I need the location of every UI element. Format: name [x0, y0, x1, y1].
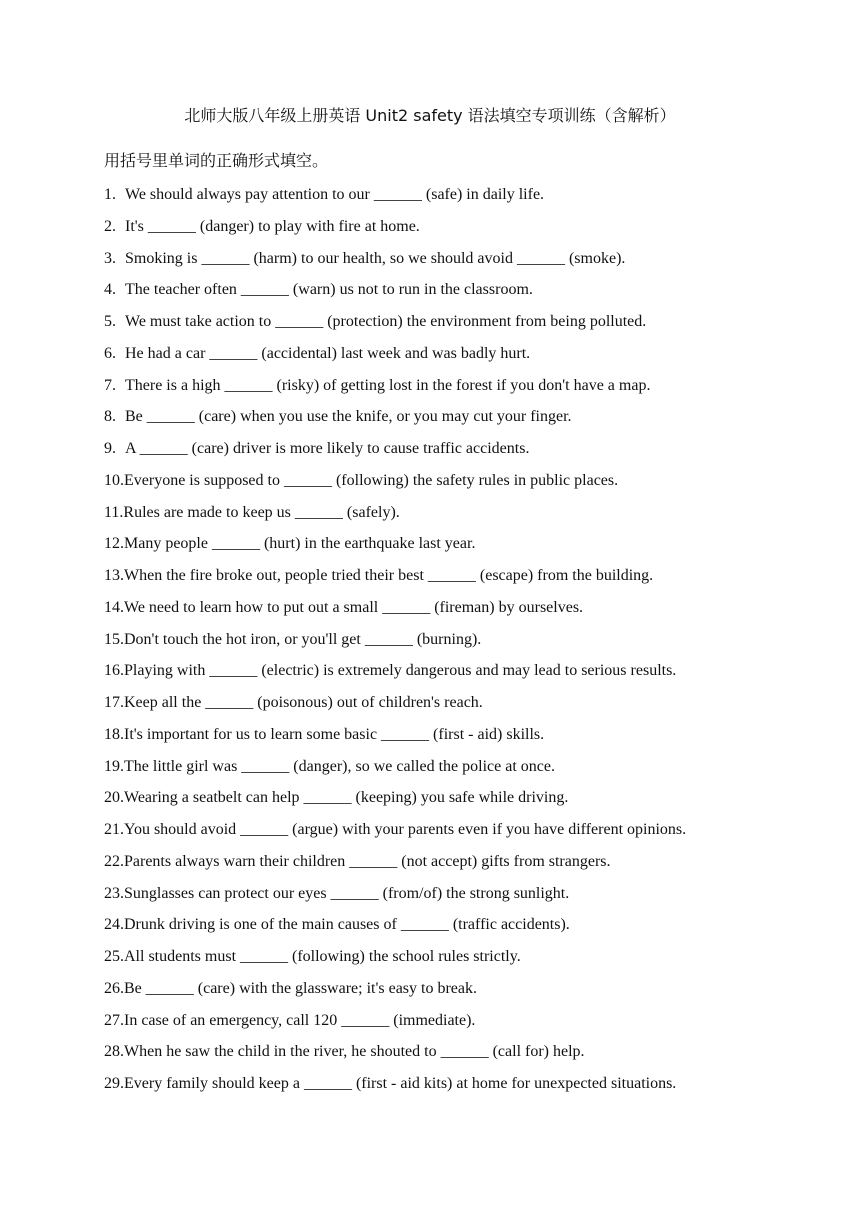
question-text: He had a car ______ (accidental) last week and was badly hurt.: [125, 344, 531, 362]
question-number: 12.: [104, 535, 124, 553]
question-number: 26.: [104, 979, 124, 997]
question-text: When the fire broke out, people tried their best ______ (escape) from the building.: [124, 567, 654, 584]
question-text: The teacher often ______ (warn) us not to run in the classroom.: [125, 281, 533, 299]
question-number: 25.: [104, 948, 124, 965]
question-item: [104, 723, 804, 755]
question-text: Keep all the ______ (poisonous) out of children's reach.: [124, 694, 483, 711]
question-number: 22.: [104, 852, 124, 870]
question-list: [104, 183, 804, 1104]
question-item: [104, 1072, 804, 1104]
question-number: 3.: [104, 249, 116, 267]
question-item: [104, 469, 804, 501]
question-number: 29.: [104, 1075, 124, 1092]
question-number: 20.: [104, 789, 124, 807]
question-item: [104, 183, 804, 215]
question-text: Wearing a seatbelt can help ______ (keeping) you safe while driving.: [124, 789, 569, 807]
question-text: Drunk driving is one of the main causes of ______ (traffic accidents).: [124, 916, 570, 934]
question-text: We need to learn how to put out a small ______ (fireman) by ourselves.: [124, 598, 584, 616]
question-text: In case of an emergency, call 120 ______ (immediate).: [124, 1011, 476, 1029]
question-text: Everyone is supposed to ______ (following) the safety rules in public places.: [124, 471, 619, 489]
question-number: 7.: [104, 376, 116, 394]
question-text: It's important for us to learn some basic ______ (first - aid) skills.: [124, 725, 545, 743]
question-text: We must take action to ______ (protection) the environment from being polluted.: [125, 313, 647, 330]
question-item: [104, 532, 804, 564]
question-text: A ______ (care) driver is more likely to cause traffic accidents.: [125, 440, 530, 457]
question-number: 9.: [104, 440, 116, 457]
question-number: 28.: [104, 1043, 124, 1061]
question-text: Parents always warn their children ______ (not accept) gifts from strangers.: [124, 852, 611, 870]
question-text: Sunglasses can protect our eyes ______ (from/of) the strong sunlight.: [124, 884, 570, 902]
question-number: 21.: [104, 821, 124, 838]
question-text: Rules are made to keep us ______ (safely).: [123, 503, 400, 521]
question-number: 18.: [104, 725, 124, 743]
question-item: [104, 786, 804, 818]
question-item: [104, 882, 804, 914]
question-text: Be ______ (care) with the glassware; it's easy to break.: [124, 979, 477, 997]
question-number: 24.: [104, 916, 124, 934]
question-item: [104, 1009, 804, 1041]
question-number: 1.: [104, 186, 116, 203]
question-item: [104, 564, 804, 596]
question-text: Don't touch the hot iron, or you'll get ______ (burning).: [124, 630, 482, 648]
question-number: 27.: [104, 1011, 124, 1029]
question-text: Many people ______ (hurt) in the earthquake last year.: [124, 535, 476, 553]
question-number: 8.: [104, 408, 116, 426]
instruction-heading: 用括号里单词的正确形式填空。: [104, 151, 329, 170]
question-text: All students must ______ (following) the school rules strictly.: [124, 948, 521, 965]
question-text: There is a high ______ (risky) of getting lost in the forest if you don't have a map.: [125, 376, 651, 394]
question-item: [104, 913, 804, 945]
question-item: [104, 1040, 804, 1072]
question-item: [104, 691, 804, 723]
document-title: 北师大版八年级上册英语 Unit2 safety 语法填空专项训练（含解析）: [184, 106, 676, 125]
question-number: 10.: [104, 471, 124, 489]
question-number: 16.: [104, 662, 124, 680]
question-text: When he saw the child in the river, he shouted to ______ (call for) help.: [124, 1043, 585, 1061]
question-number: 17.: [104, 694, 124, 711]
question-item: [104, 247, 804, 279]
question-item: [104, 215, 804, 247]
question-text: Playing with ______ (electric) is extremely dangerous and may lead to serious results.: [124, 662, 677, 680]
question-text: Be ______ (care) when you use the knife, or you may cut your finger.: [125, 408, 572, 426]
question-number: 2.: [104, 217, 116, 235]
question-item: [104, 596, 804, 628]
question-item: [104, 850, 804, 882]
question-text: Every family should keep a ______ (first - aid kits) at home for unexpected situations.: [124, 1075, 677, 1092]
question-text: You should avoid ______ (argue) with your parents even if you have different opinions.: [124, 821, 687, 838]
question-number: 23.: [104, 884, 124, 902]
question-item: [104, 945, 804, 977]
question-item: [104, 755, 804, 787]
question-text: The little girl was ______ (danger), so we called the police at once.: [124, 757, 555, 775]
question-number: 6.: [104, 344, 116, 362]
question-item: [104, 374, 804, 406]
question-number: 14.: [104, 598, 124, 616]
question-item: [104, 437, 804, 469]
question-number: 19.: [104, 757, 124, 775]
question-item: [104, 628, 804, 660]
question-text: Smoking is ______ (harm) to our health, so we should avoid ______ (smoke).: [125, 249, 626, 267]
question-number: 15.: [104, 630, 124, 648]
question-item: [104, 818, 804, 850]
question-item: [104, 977, 804, 1009]
question-number: 11.: [104, 503, 124, 521]
question-item: [104, 405, 804, 437]
question-number: 5.: [104, 313, 116, 330]
question-item: [104, 501, 804, 533]
question-text: It's ______ (danger) to play with fire at home.: [125, 217, 420, 235]
question-text: We should always pay attention to our ______ (safe) in daily life.: [125, 186, 545, 203]
question-item: [104, 342, 804, 374]
question-item: [104, 310, 804, 342]
question-item: [104, 659, 804, 691]
question-number: 4.: [104, 281, 116, 299]
question-number: 13.: [104, 567, 124, 584]
question-item: [104, 278, 804, 310]
